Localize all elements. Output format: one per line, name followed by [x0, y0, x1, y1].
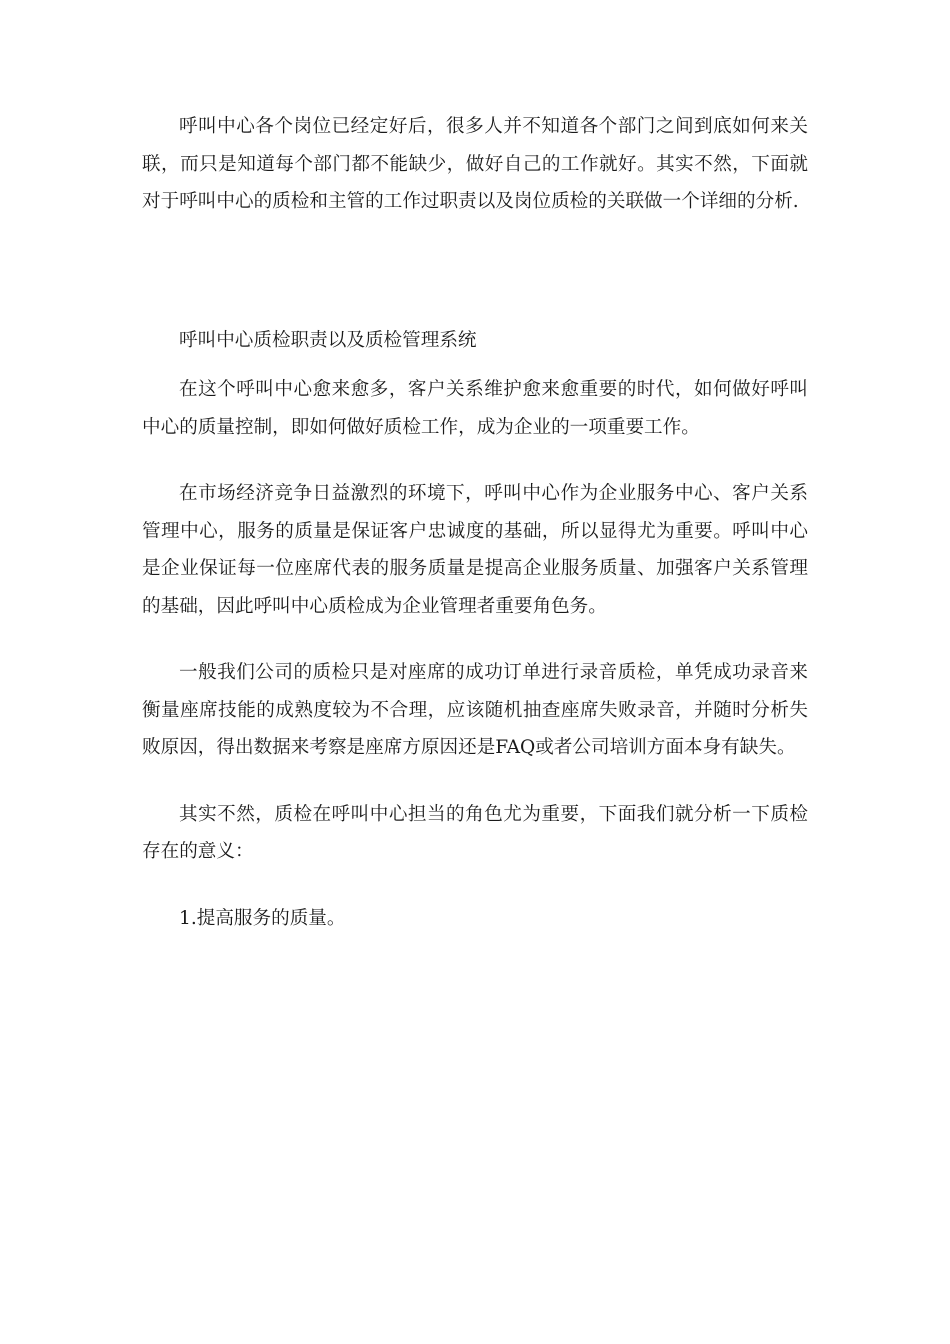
- intro-paragraph: 呼叫中心各个岗位已经定好后，很多人并不知道各个部门之间到底如何来关联，而只是知道每个部门都不能缺少，做好自己的工作就好。其实不然，下面就对于呼叫中心的质检和主管的工作过职责以及岗位质检的关联做一个详细的分析.: [142, 116, 808, 212]
- section-heading: 呼叫中心质检职责以及质检管理系统: [179, 329, 477, 351]
- body-paragraph-1: 在这个呼叫中心愈来愈多，客户关系维护愈来愈重要的时代，如何做好呼叫中心的质量控制，即如何做好质检工作，成为企业的一项重要工作。: [142, 379, 808, 438]
- document-body: [142, 108, 808, 937]
- body-paragraph-4: 其实不然，质检在呼叫中心担当的角色尤为重要，下面我们就分析一下质检存在的意义：: [142, 803, 808, 862]
- body-paragraph-3: 一般我们公司的质检只是对座席的成功订单进行录音质检，单凭成功录音来衡量座席技能的成熟度较为不合理，应该随机抽查座席失败录音，并随时分析失败原因，得出数据来考察是座席方原因还是FAQ或者公司培训方面本身有缺失。: [142, 662, 808, 758]
- list-item-1: 1.提高服务的质量。: [179, 907, 346, 929]
- body-paragraph-2: 在市场经济竞争日益激烈的环境下，呼叫中心作为企业服务中心、客户关系管理中心，服务的质量是保证客户忠诚度的基础，所以显得尤为重要。呼叫中心是企业保证每一位座席代表的服务质量是提高企业服务质量、加强客户关系管理的基础，因此呼叫中心质检成为企业管理者重要角色务。: [142, 483, 808, 617]
